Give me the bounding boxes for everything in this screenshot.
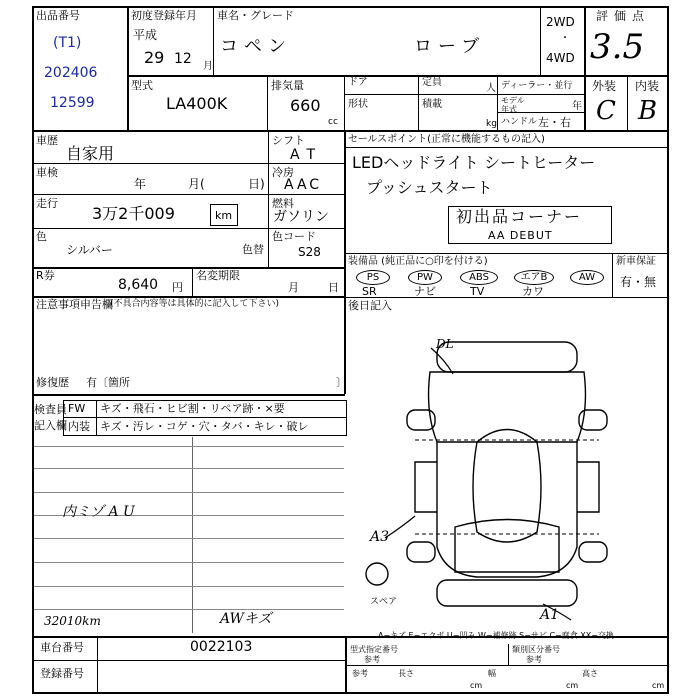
divider xyxy=(192,437,193,633)
color-code-value: S28 xyxy=(298,245,321,259)
new-car-warranty-label: 新車保証 xyxy=(616,256,656,267)
capacity-unit: 人 xyxy=(486,83,496,94)
selling-point-line1: LEDヘッドライト シートヒーター xyxy=(352,153,596,172)
drive-dot: ・ xyxy=(560,33,570,44)
spare-label: スペア xyxy=(370,597,398,607)
handle-label: ハンドル xyxy=(501,117,538,127)
inspector-interior: 内装 xyxy=(68,420,90,433)
divider xyxy=(32,267,344,269)
load-label: 積載 xyxy=(422,99,442,110)
recycle-unit: 円 xyxy=(172,281,183,294)
divider xyxy=(508,644,509,665)
handwritten-note-1: 内ミゾ A U xyxy=(62,504,135,520)
rear-bumper xyxy=(437,580,577,606)
lot-label: 出品番号 xyxy=(36,9,80,22)
divider xyxy=(627,76,628,130)
dimension-ref: 参考 xyxy=(352,669,368,678)
height-label: 高さ xyxy=(582,669,598,678)
spare-tire xyxy=(366,563,388,585)
chassis-number: 0022103 xyxy=(190,639,253,655)
fuel-value: ガソリン xyxy=(273,209,329,225)
reg-month: 12 xyxy=(174,51,192,67)
name-change-day: 日 xyxy=(328,281,339,294)
load-unit: kg xyxy=(486,119,497,129)
reg-year: 29 xyxy=(144,48,165,67)
side-damage-mark xyxy=(385,516,415,538)
selling-points-label: セールスポイント(正常に機能するもの記入) xyxy=(348,134,545,145)
selling-point-line2: プッシュスタート xyxy=(366,178,493,197)
damage-legend: A−キズ E−エクボ U−凹み W−補修跡 S−サビ C−腐食 XX−交換 xyxy=(378,631,614,640)
front-bumper xyxy=(437,342,577,372)
inspector-fw: FW xyxy=(68,402,86,415)
model-label: 型式 xyxy=(131,79,153,92)
lot-prefix: (T1) xyxy=(53,35,82,51)
model-value: LA400K xyxy=(166,94,228,113)
equip-leather: カワ xyxy=(522,285,544,298)
recycle-fee: 8,640 xyxy=(118,277,159,293)
width-label: 幅 xyxy=(488,669,496,678)
inspection-day: 日) xyxy=(248,177,265,191)
inspector-label-2: 記入欄 xyxy=(34,419,67,432)
divider xyxy=(32,660,345,661)
car-name: コペン xyxy=(220,36,292,57)
displacement-value: 660 xyxy=(290,96,321,115)
first-reg-label: 初度登録年月 xyxy=(131,9,197,22)
interior-grade: B xyxy=(638,96,658,126)
divider xyxy=(192,267,193,297)
color-value: シルバー xyxy=(66,243,113,257)
exterior-label: 外装 xyxy=(592,79,617,93)
drive-4wd: 4WD xyxy=(546,51,575,65)
rear-note-label: 後日記入 xyxy=(348,299,392,312)
repair-value: 有〔箇所 xyxy=(86,376,130,389)
length-unit: cm xyxy=(470,681,483,690)
divider xyxy=(63,417,347,418)
history-label: 車歴 xyxy=(36,134,58,147)
mileage-unit: km xyxy=(215,209,233,222)
lot-date: 202406 xyxy=(44,65,98,81)
fuel-label: 燃料 xyxy=(272,197,294,210)
rear-right-wheel xyxy=(579,542,607,562)
width-unit: cm xyxy=(566,681,579,690)
displacement-label: 排気量 xyxy=(271,79,304,92)
shape-label: 形状 xyxy=(348,99,368,110)
divider xyxy=(344,131,346,297)
damage-mark-side: A3 xyxy=(370,529,390,545)
type-cert-ref: 参考 xyxy=(364,655,380,664)
dealer-label: ディーラー・並行 xyxy=(501,81,573,91)
divider xyxy=(32,163,344,164)
divider xyxy=(32,130,669,132)
class-ref: 参考 xyxy=(526,655,542,664)
repair-label: 修復歴 xyxy=(36,376,69,389)
equip-ps: PS xyxy=(356,270,390,285)
divider xyxy=(97,636,98,694)
inspection-label: 車検 xyxy=(36,166,58,179)
hood xyxy=(429,372,586,442)
divider xyxy=(345,665,669,666)
equip-abs: ABS xyxy=(460,270,498,285)
damage-mark-rear: A1 xyxy=(540,607,560,623)
divider xyxy=(344,94,584,95)
right-door xyxy=(577,462,599,512)
registration-label: 登録番号 xyxy=(40,667,84,680)
inspector-interior-items: キズ・汚レ・コゲ・穴・タバ・キレ・破レ xyxy=(100,420,309,433)
interior-label: 内装 xyxy=(635,79,660,93)
chassis-label: 車台番号 xyxy=(40,641,84,654)
divider xyxy=(32,228,344,229)
grid-line xyxy=(34,609,344,610)
divider xyxy=(497,76,498,130)
shift-value: AT xyxy=(290,147,324,163)
divider xyxy=(267,76,268,130)
equipment-label: 装備品 (純正品に○印を付ける) xyxy=(348,256,488,267)
divider xyxy=(213,6,214,76)
type-cert-label: 型式指定番号 xyxy=(350,645,398,654)
displacement-unit: cc xyxy=(328,117,338,127)
car-grade: ローブ xyxy=(414,36,486,57)
reg-month-unit: 月 xyxy=(203,61,213,72)
color-code-label: 色コード xyxy=(272,230,316,243)
inspector-label-1: 検査員 xyxy=(34,403,67,416)
name-change-label: 名変期限 xyxy=(196,269,240,282)
ac-value: AAC xyxy=(284,177,323,193)
shift-label: シフト xyxy=(272,134,305,147)
model-year-unit: 年 xyxy=(572,101,582,112)
divider xyxy=(127,6,129,130)
equip-pw: PW xyxy=(408,270,442,285)
divider xyxy=(540,6,541,76)
divider xyxy=(344,297,669,298)
inspection-month: 月( xyxy=(188,177,205,191)
divider xyxy=(344,147,669,148)
trunk xyxy=(455,520,559,573)
mileage-label: 走行 xyxy=(36,197,58,210)
model-year-label: モデル年式 xyxy=(501,96,525,114)
divider xyxy=(32,194,344,195)
length-label: 長さ xyxy=(398,669,414,678)
ac-label: 冷房 xyxy=(272,166,294,179)
drive-2wd: 2WD xyxy=(546,15,575,29)
inspector-fw-items: キズ・飛石・ヒビ割・リペア跡・×要 xyxy=(100,402,285,415)
handwritten-note-3: AWキズ xyxy=(220,611,272,627)
handle-value: 左・右 xyxy=(538,116,571,129)
body-side xyxy=(437,442,577,577)
divider xyxy=(612,253,613,297)
door-label: ドア xyxy=(348,77,368,88)
divider xyxy=(32,394,345,396)
divider xyxy=(344,253,669,254)
lot-number: 12599 xyxy=(50,95,95,111)
equip-sr: SR xyxy=(362,285,377,298)
score-value: 3.5 xyxy=(590,27,645,67)
grid-line xyxy=(34,538,344,539)
equip-tv: TV xyxy=(470,285,485,298)
recycle-label: R券 xyxy=(36,269,55,282)
divider xyxy=(418,76,419,130)
height-unit: cm xyxy=(652,681,665,690)
exterior-grade: C xyxy=(596,96,616,126)
color-change-label: 色替 xyxy=(242,243,264,256)
grid-line xyxy=(34,562,344,563)
debut-badge-sub: AA DEBUT xyxy=(488,229,553,242)
roof xyxy=(473,430,541,543)
divider xyxy=(96,400,97,436)
grid-line xyxy=(34,468,344,469)
inspection-year: 年 xyxy=(134,177,147,191)
grid-line xyxy=(34,446,344,447)
grid-line xyxy=(34,586,344,587)
score-label: 評価点 xyxy=(596,9,651,23)
name-change-month: 月 xyxy=(288,281,299,294)
divider xyxy=(268,131,269,267)
rear-left-wheel xyxy=(407,542,435,562)
grid-line xyxy=(34,492,344,493)
new-car-warranty-value: 有・無 xyxy=(620,275,657,289)
debut-badge-title: 初出品コーナー xyxy=(456,207,583,226)
color-label: 色 xyxy=(36,230,47,243)
equip-navi: ナビ xyxy=(414,285,436,298)
damage-mark-front: DL xyxy=(436,337,454,351)
car-damage-diagram xyxy=(345,312,669,632)
notice-label: 注意事項申告欄 xyxy=(36,298,113,311)
left-door xyxy=(415,462,437,512)
divider xyxy=(32,636,669,638)
divider xyxy=(584,6,586,130)
repair-close: 〕 xyxy=(336,376,347,389)
era: 平成 xyxy=(133,28,158,42)
equip-airbag: エアB xyxy=(514,270,554,285)
notice-sub: (不具合内容等は具体的に記入して下さい) xyxy=(110,299,280,309)
mileage-value: 3万2千009 xyxy=(92,204,175,223)
handwritten-note-2: 32010km xyxy=(44,614,101,628)
equip-aw: AW xyxy=(570,270,604,285)
capacity-label: 定員 xyxy=(422,77,442,88)
name-label: 車名・グレード xyxy=(217,9,294,22)
class-label: 類別区分番号 xyxy=(512,645,560,654)
history-value: 自家用 xyxy=(66,144,115,163)
divider xyxy=(344,76,345,130)
